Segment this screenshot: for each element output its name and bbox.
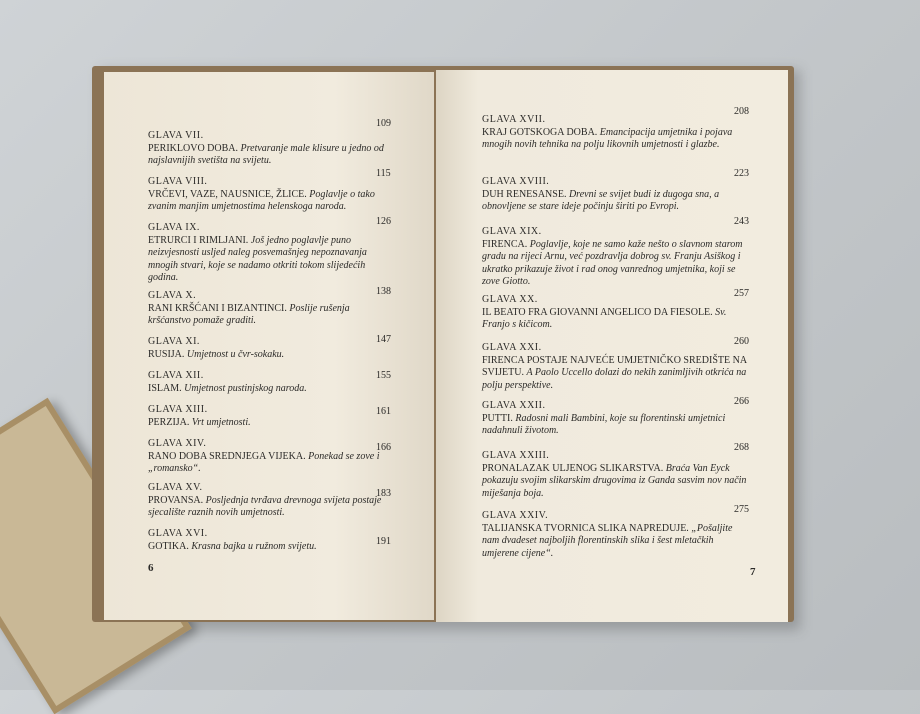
left-page: [104, 72, 434, 620]
toc-entry: [148, 438, 393, 476]
chapter-title: VRČEVI, VAZE, NAUSNICE, ŽLICE.: [148, 188, 307, 200]
toc-entry: [148, 176, 393, 214]
page-number: 183: [376, 488, 391, 499]
page-number: 166: [376, 442, 391, 453]
chapter-label: GLAVA XXI.: [482, 342, 542, 353]
chapter-title: PUTTI.: [482, 412, 513, 424]
chapter-desc: „Pošaljite nam dvadeset najboljih florentinskih slika i šest mletačkih umjerene cijene“.: [482, 522, 733, 559]
toc-entry: [482, 226, 752, 289]
chapter-label: GLAVA XII.: [148, 370, 204, 381]
page-number: 268: [734, 442, 749, 453]
chapter-desc: Poslije rušenja kršćanstvo pomaže graditi.: [148, 302, 350, 326]
chapter-title: RANI KRŠĆANI I BIZANTINCI.: [148, 302, 287, 314]
chapter-title: TALIJANSKA TVORNICA SLIKA NAPREDUJE.: [482, 522, 689, 534]
chapter-desc: Emancipacija umjetnika i pojava mnogih novih tehnika na polju likovnih umjetnosti i glazbe.: [482, 126, 733, 150]
chapter-desc: Umjetnost pustinjskog naroda.: [184, 382, 307, 394]
toc-entry: [148, 336, 393, 361]
chapter-label: GLAVA XVI.: [148, 528, 208, 539]
chapter-desc: Braća Van Eyck pokazuju svojim slikarskim drugovima iz Ganda sasvim nov način miješanja boja.: [482, 462, 747, 499]
chapter-label: GLAVA XV.: [148, 482, 203, 493]
toc-entry: [148, 482, 393, 520]
page-number: 275: [734, 504, 749, 515]
chapter-desc: Još jedno poglavlje puno neizvjesnosti usljed naleg posvemašnjeg nepoznavanja mnogih stvari, koje se nadamo otkriti tokom slijedećih godina.: [148, 234, 367, 283]
chapter-label: GLAVA XIX.: [482, 226, 542, 237]
toc-entry: [482, 114, 752, 152]
toc-entry: [482, 510, 752, 560]
chapter-label: GLAVA XXII.: [482, 400, 546, 411]
toc-entry: [148, 130, 393, 168]
toc-entry: [148, 370, 393, 395]
chapter-label: GLAVA VIII.: [148, 176, 208, 187]
toc-entry: [148, 290, 393, 328]
chapter-desc: Radosni mali Bambini, koje su florentinski umjetnici nadahnuli životom.: [482, 412, 726, 436]
chapter-title: GOTIKA.: [148, 540, 189, 552]
chapter-desc: Posljednja tvrđava drevnoga svijeta postaje sjecalište raznih novih umjetnosti.: [148, 494, 382, 518]
page-number: 138: [376, 286, 391, 297]
page-number: 223: [734, 168, 749, 179]
page-number: 260: [734, 336, 749, 347]
chapter-desc: Krasna bajka u ružnom svijetu.: [191, 540, 317, 552]
chapter-label: GLAVA XXIII.: [482, 450, 550, 461]
chapter-desc: Poglavlje o tako zvanim manjim umjetnostima helenskoga naroda.: [148, 188, 375, 212]
chapter-title: DUH RENESANSE.: [482, 188, 567, 200]
chapter-desc: Pretvaranje male klisure u jedno od najslavnijih svetišta na svijetu.: [148, 142, 384, 166]
chapter-desc: Sv. Franjo s kičicom.: [482, 306, 727, 330]
page-number: 109: [376, 118, 391, 129]
chapter-label: GLAVA XIII.: [148, 404, 208, 415]
chapter-desc: Ponekad se zove i „romansko“.: [148, 450, 380, 474]
chapter-title: RUSIJA.: [148, 348, 185, 360]
page-number: 191: [376, 536, 391, 547]
page-number: 126: [376, 216, 391, 227]
chapter-desc: Drevni se svijet budi iz dugoga sna, a obnovljene se stare ideje počinju širiti po Evropi.: [482, 188, 720, 212]
chapter-label: GLAVA XI.: [148, 336, 200, 347]
page-number: 115: [376, 168, 391, 179]
page-number: 155: [376, 370, 391, 381]
chapter-label: GLAVA X.: [148, 290, 197, 301]
toc-entry: [482, 400, 752, 438]
toc-entry: [148, 222, 393, 285]
page-number: 147: [376, 334, 391, 345]
folio-left: 6: [148, 562, 154, 574]
chapter-desc: Umjetnost u čvr-sokaku.: [186, 348, 285, 360]
toc-entry: [148, 404, 393, 429]
chapter-desc: A Paolo Uccello dolazi do nekih zanimljivih otkrića na polju perspektive.: [482, 367, 747, 391]
toc-entry: [482, 176, 752, 214]
chapter-title: ETRURCI I RIMLJANI.: [148, 234, 249, 246]
chapter-title: PERIKLOVO DOBA.: [148, 142, 238, 154]
chapter-title: PROVANSA.: [148, 494, 204, 506]
chapter-label: GLAVA XX.: [482, 294, 538, 305]
folio-right: 7: [750, 566, 756, 578]
chapter-label: GLAVA XVII.: [482, 114, 546, 125]
chapter-title: FIRENCA.: [482, 238, 528, 250]
toc-entry: [482, 450, 752, 500]
chapter-title: IL BEATO FRA GIOVANNI ANGELICO DA FIESOLE.: [482, 306, 713, 318]
page-number: 257: [734, 288, 749, 299]
toc-entry: [482, 342, 752, 392]
chapter-desc: Vrt umjetnosti.: [191, 416, 251, 428]
chapter-title: KRAJ GOTSKOGA DOBA.: [482, 126, 598, 138]
right-page: [436, 70, 788, 622]
chapter-label: GLAVA XVIII.: [482, 176, 550, 187]
chapter-title: PERZIJA.: [148, 416, 190, 428]
page-number: 161: [376, 406, 391, 417]
toc-entry: [148, 528, 393, 553]
chapter-label: GLAVA VII.: [148, 130, 204, 141]
chapter-label: GLAVA XIV.: [148, 438, 207, 449]
page-number: 243: [734, 216, 749, 227]
page-number: 266: [734, 396, 749, 407]
chapter-label: GLAVA XXIV.: [482, 510, 549, 521]
chapter-title: ISLAM.: [148, 382, 182, 394]
chapter-title: RANO DOBA SREDNJEGA VIJEKA.: [148, 450, 306, 462]
page-number: 208: [734, 106, 749, 117]
chapter-label: GLAVA IX.: [148, 222, 200, 233]
chapter-desc: Poglavlje, koje ne samo kaže nešto o slavnom starom gradu na rijeci Arnu, već pozdravlja dobrog sv. Franju Asiškog i ukratko prikazuje život i rad onog vanrednog umjetnika, koji se zove Giotto.: [482, 238, 743, 287]
toc-entry: [482, 294, 752, 332]
chapter-title: PRONALAZAK ULJENOG SLIKARSTVA.: [482, 462, 664, 474]
chapter-title: FIRENCA POSTAJE NAJVEĆE UMJETNIČKO SREDIŠTE NA SVIJETU.: [482, 354, 747, 378]
